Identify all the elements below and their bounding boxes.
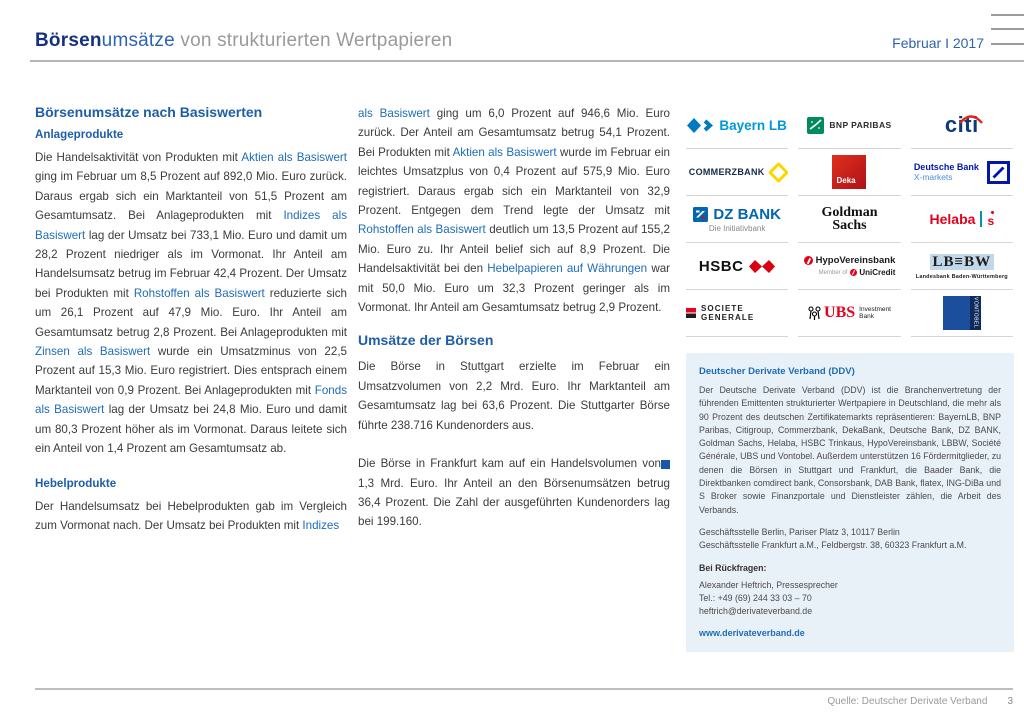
unicredit-wordmark: UniCredit xyxy=(859,268,896,277)
unicredit-sphere-small-icon xyxy=(850,269,857,276)
societe-generale-wordmark: SOCIETE GENERALE xyxy=(701,304,755,322)
subheading-anlageprodukte: Anlageprodukte xyxy=(35,128,124,141)
sparkasse-s-icon: s xyxy=(987,211,994,228)
ubs-sub-line2: Bank xyxy=(859,313,874,320)
logo-hsbc xyxy=(686,243,788,290)
logo-deka xyxy=(798,149,900,196)
logo-citi xyxy=(911,102,1013,149)
page-title xyxy=(35,30,452,52)
deka-square-icon xyxy=(832,155,866,189)
title-bold-part: Börsen xyxy=(35,30,102,51)
logo-dz-bank xyxy=(686,196,788,243)
page-number: 3 xyxy=(1007,696,1013,707)
bayernlb-diamond-icon xyxy=(687,118,714,133)
issue-date: Februar I 2017 xyxy=(892,35,984,51)
logo-hypovereinsbank xyxy=(798,243,900,290)
footer xyxy=(827,696,1013,707)
unicredit-sphere-icon xyxy=(804,256,813,265)
section-heading-basiswerte: Börsenumsätze nach Basiswerten xyxy=(35,104,263,120)
logo-ubs xyxy=(798,290,900,337)
deutsche-bank-slash-icon xyxy=(987,161,1010,184)
paragraph-hebelprodukte-continued: als Basiswert ging um 6,0 Prozent auf 946,6 Mio. Euro zurück. Der Anteil am Gesamtumsatz betrug 54,1 Prozent. Bei Produkten mit Aktien als Basiswert wurde im Februar ein leichtes Umsatzplus von 0,4 Prozent auf 575,9 Mio. Euro registriert. Daraus ergab sich ein Marktanteil von 32,9 Prozent. Entgegen dem Trend legte der Umsatz mit Rohstoffen als Basiswert deutlich um 13,5 Prozent auf 155,2 Mio. Euro zu. Ihr Anteil belief sich auf 8,9 Prozent. Die Handelsaktivität bei den Hebelpapieren auf Währungen war mit 50,0 Mio. Euro um 32,3 Prozent geringer als im Vormonat. Ihr Anteil am Gesamtumsatz betrug 2,9 Prozent. xyxy=(358,107,671,315)
paragraph-frankfurt: Die Börse in Frankfurt kam auf ein Handelsvolumen von 1,3 Mrd. Euro. Ihr Anteil an den Börsenumsätzen betrug 36,4 Prozent. Die Zahl der ausgeführten Kundenorders lag bei 199.160. xyxy=(358,457,670,529)
paragraph-anlageprodukte: Die Handelsaktivität von Produkten mit Aktien als Basiswert ging im Februar um 8,5 Prozent auf 892,0 Mio. Euro zurück. Daraus ergab sich ein Marktanteil von 51,5 Prozent am Gesamtumsatz. Bei Anlageprodukten mit Indizes als Basiswert lag der Umsatz bei 733,1 Mio. Euro und damit um 28,2 Prozent niedriger als im Vormonat. Ihr Anteil am Handelsumsatz betrug im Februar 42,4 Prozent. Der Umsatz bei Produkten mit Rohstoffen als Basiswert reduzierte sich um 26,1 Prozent auf 47,9 Mio. Euro. Ihr Anteil am Gesamtumsatz betrug 2,8 Prozent. Bei Anlageprodukten mit Zinsen als Basiswert wurde ein Umsatzminus von 22,5 Prozent auf 15,3 Mio. Euro registriert. Dies entsprach einem Marktanteil von 0,9 Prozent. Bei Anlageprodukten mit Fonds als Basiswert lag der Umsatz bei 24,8 Mio. Euro und damit um 80,3 Prozent höher als im Vormonat. Daraus leitete sich ein Anteil von 1,4 Prozent am Gesamtumsatz ab. xyxy=(35,151,347,456)
helaba-divider xyxy=(980,211,982,227)
bnp-paribas-icon xyxy=(807,117,824,134)
ddv-address-frankfurt: Geschäftsstelle Frankfurt a.M., Feldbergstr. 38, 60323 Frankfurt a.M. xyxy=(699,540,967,551)
source-credit: Quelle: Deutscher Derivate Verband xyxy=(827,696,988,707)
paragraph-stuttgart: Die Börse in Stuttgart erzielte im Februar ein Umsatzvolumen von 2,2 Mrd. Euro. Ihr Marktanteil am Gesamtumsatz lag bei 63,6 Prozent. Die Stuttgarter Börse führte 238.716 Kundenorders aus. xyxy=(358,360,670,432)
ddv-heading: Deutscher Derivate Verband (DDV) xyxy=(699,366,855,377)
x-markets-label: X-markets xyxy=(913,172,953,182)
section-heading-boersen: Umsätze der Börsen xyxy=(358,332,494,349)
vontobel-square-icon xyxy=(943,296,981,330)
lbbw-wordmark: LB≡BW xyxy=(930,254,995,270)
societe-generale-square-icon xyxy=(686,308,696,318)
subheading-hebelprodukte: Hebelprodukte xyxy=(35,476,117,490)
helaba-wordmark: Helaba xyxy=(929,211,976,227)
ddv-info-panel xyxy=(686,353,1014,652)
ddv-description: Der Deutsche Derivate Verband (DDV) ist die Branchenvertretung der führenden Emittenten strukturierter Wertpapiere in Deutschland, die mehr als 90 Prozent des deutschen Zertifikatemarkts repräsentieren: BayernLB, BNP Paribas, Citigroup, Commerzbank, DekaBank, Deutsche Bank, DZ BANK, Goldman Sachs, Helaba, HSBC Trinkaus, HypoVereinsbank, LBBW, Société Générale, UBS und Vontobel. Außerdem unterstützen 16 Fördermitglieder, zu denen die Börsen in Stuttgart und Frankfurt, die Baader Bank, die Direktbanken comdirect bank, Consorsbank, DAB Bank, flatex, ING-DiBa und S Broker sowie Finanzportale und Dienstleister zählen, die Arbeit des Verbands. xyxy=(699,385,1001,515)
dz-bank-wordmark: DZ BANK xyxy=(713,205,781,223)
title-suffix: von strukturierten Wertpapieren xyxy=(174,30,453,51)
end-of-article-marker xyxy=(661,460,670,469)
ddv-contact-email-link[interactable]: heftrich@derivateverband.de xyxy=(699,606,813,617)
citi-arc-icon xyxy=(959,111,983,129)
ddv-contact-label: Bei Rückfragen: xyxy=(699,562,767,573)
logo-bayernlb xyxy=(686,102,788,149)
ddv-contact-phone: Tel.: +49 (69) 244 33 03 – 70 xyxy=(699,592,812,603)
goldman-wordmark-line1: Goldman xyxy=(821,205,878,220)
member-logos-grid xyxy=(686,102,1013,337)
article-column-1 xyxy=(35,104,347,535)
ddv-website-link[interactable]: www.derivateverband.de xyxy=(699,628,805,639)
title-light-part: umsätze xyxy=(101,30,175,51)
deka-wordmark: Deka xyxy=(836,176,856,185)
deutsche-bank-wordmark: Deutsche Bank xyxy=(913,162,979,172)
commerzbank-wordmark: COMMERZBANK xyxy=(688,167,765,177)
bayernlb-wordmark: Bayern LB xyxy=(719,117,787,133)
ubs-sub-line1: Investment xyxy=(859,305,891,313)
article-column-2 xyxy=(358,104,670,532)
logo-helaba xyxy=(911,196,1013,243)
ubs-keys-icon xyxy=(808,306,821,321)
dz-bank-icon xyxy=(693,207,708,222)
vontobel-wordmark: VONTOBEL xyxy=(970,296,981,330)
logo-goldman-sachs xyxy=(798,196,900,243)
paragraph-hebelprodukte-start: Der Handelsumsatz bei Hebelprodukten gab im Vergleich zum Vormonat nach. Der Umsatz bei Produkten mit Indizes xyxy=(35,499,347,532)
hsbc-hexagon-icon xyxy=(749,260,775,273)
goldman-wordmark-line2: Sachs xyxy=(832,218,867,233)
ubs-wordmark: UBS xyxy=(824,304,856,321)
logo-bnp-paribas xyxy=(798,102,900,149)
dz-bank-tagline: Die Initiativbank xyxy=(708,223,766,233)
footer-rule xyxy=(35,688,1013,690)
header-rule xyxy=(30,60,1024,62)
logo-lbbw xyxy=(911,243,1013,290)
ddv-address-berlin: Geschäftsstelle Berlin, Pariser Platz 3, 10117 Berlin xyxy=(699,526,900,537)
lbbw-subline: Landesbank Baden-Württemberg xyxy=(915,273,1008,280)
hypovereinsbank-wordmark: HypoVereinsbank xyxy=(815,255,896,266)
ddv-contact-name: Alexander Heftrich, Pressesprecher xyxy=(699,579,838,590)
logo-societe-generale xyxy=(686,290,788,337)
member-of-label: Member of xyxy=(818,269,848,276)
logo-vontobel xyxy=(911,290,1013,337)
logo-commerzbank xyxy=(686,149,788,196)
citi-wordmark: citi xyxy=(944,111,979,137)
bnp-paribas-wordmark: BNP PARIBAS xyxy=(829,120,892,130)
hsbc-wordmark: HSBC xyxy=(698,257,744,275)
logo-deutsche-bank-x-markets xyxy=(911,149,1013,196)
commerzbank-ribbon-icon xyxy=(767,161,788,182)
